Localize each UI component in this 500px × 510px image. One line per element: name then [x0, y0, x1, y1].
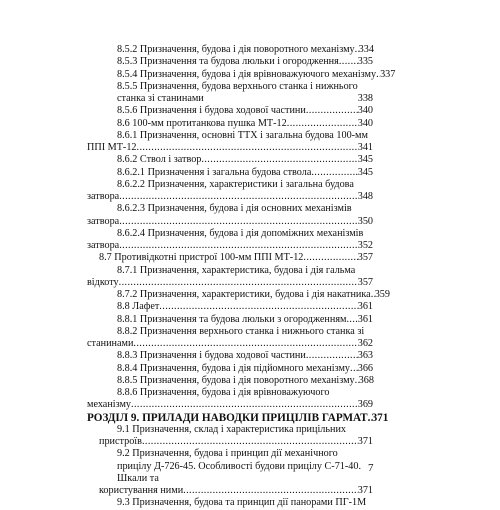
toc-entry[interactable]	[87, 179, 373, 204]
toc-entry-page: 340	[357, 105, 373, 117]
toc-entry-title: 8.7.2 Призначення, характеристики, будова і дія накатника	[117, 289, 371, 300]
toc-entry-title: 8.6.2 Ствол і затвор	[117, 154, 202, 166]
toc-entry[interactable]	[87, 44, 373, 56]
table-of-contents	[87, 44, 396, 510]
toc-entry-title: 8.8.4 Призначення, будова і дія підйомного механізму	[117, 362, 351, 374]
toc-entry-continuation: відкоту	[87, 276, 119, 288]
toc-entry-title: 9.3 Призначення, будова та принцип дії панорами ПГ-1М	[117, 497, 367, 509]
toc-chapter-heading[interactable]	[87, 411, 389, 424]
toc-entry[interactable]	[87, 497, 373, 509]
toc-entry[interactable]	[87, 448, 373, 497]
toc-entry-continuation: механізму	[87, 399, 132, 411]
toc-entry-continuation: станинами	[87, 338, 134, 349]
toc-entry-title: 8.5.6 Призначення і будова ходової частини	[117, 105, 306, 117]
toc-entry-page: 345	[357, 166, 373, 178]
toc-entry[interactable]	[87, 350, 373, 362]
toc-entry-page: 357	[357, 252, 373, 264]
toc-entry[interactable]	[87, 252, 373, 264]
toc-entry-title: 8.6.2.3 Призначення, будова і дія основних механізмів	[117, 203, 352, 215]
toc-entry-page: 341	[357, 142, 373, 153]
toc-entry-continuation: затвора	[87, 240, 120, 251]
toc-entry-title: 8.6.2.1 Призначення і загальна будова ствола	[117, 166, 312, 178]
toc-entry-page: 369	[357, 399, 373, 411]
toc-entry-title: 8.8.5 Призначення, будова і дія поворотного механізму	[117, 374, 355, 386]
toc-entry-title: РОЗДІЛ 9. ПРИЛАДИ НАВОДКИ ПРИЦІЛІВ ГАРМАТ	[87, 411, 368, 424]
toc-entry[interactable]	[87, 68, 396, 81]
toc-entry-page: 345	[357, 154, 373, 166]
toc-entry-continuation: ППІ МТ-12	[87, 142, 137, 153]
toc-entry-page: 338	[357, 93, 373, 104]
page-number: 7	[368, 462, 374, 474]
toc-entry[interactable]	[87, 167, 373, 179]
toc-entry-title: 9.2 Призначення, будова і принцип дії механічного прицілу Д-726-45. Особливості будови прицілу С-71-40. Шкали та	[117, 448, 362, 484]
toc-entry-continuation: користування ними	[99, 485, 184, 496]
toc-entry-page: 334	[358, 44, 374, 55]
toc-entry-title: 8.8.2 Призначення верхнього станка і нижнього станка зі	[117, 325, 365, 337]
toc-entry[interactable]	[87, 81, 373, 106]
toc-entry-page: 361	[357, 301, 373, 313]
toc-entry-title: 9.1 Призначення, склад і характеристика прицільних	[117, 423, 347, 435]
toc-entry-title: 8.6 100-мм протитанкова пушка МТ-12	[117, 117, 287, 129]
toc-entry-page: 371	[371, 411, 389, 424]
toc-entry-title: 8.8.1 Призначення та будова люльки з огородженням	[117, 313, 347, 325]
toc-entry[interactable]	[87, 326, 373, 351]
toc-entry-title: 8.6.2.2 Призначення, характеристики і загальна будова	[117, 178, 354, 190]
toc-entry[interactable]	[87, 289, 390, 301]
toc-entry-title: 8.5.2 Призначення, будова і дія поворотного механізму	[117, 44, 355, 55]
toc-entry-page: 361	[357, 313, 373, 325]
toc-entry-page: 350	[357, 215, 373, 227]
toc-entry[interactable]	[87, 301, 373, 313]
toc-entry-page: 366	[357, 362, 373, 374]
toc-entry-continuation: пристроїв	[99, 436, 142, 447]
toc-entry-page: 340	[357, 117, 373, 129]
toc-entry-page: 371	[357, 436, 373, 447]
toc-entry-page: 352	[357, 240, 373, 251]
toc-entry[interactable]	[87, 130, 373, 155]
toc-entry[interactable]	[87, 105, 373, 117]
toc-entry-title: 8.8 Лафет	[117, 301, 160, 313]
toc-entry-page: 335	[357, 56, 373, 68]
toc-entry-page: 368	[358, 374, 374, 386]
toc-entry[interactable]	[87, 118, 373, 130]
toc-entry-page: 359	[374, 289, 390, 300]
toc-entry[interactable]	[87, 154, 373, 166]
toc-entry-title: 8.7 Противідкотні пристрої 100-мм ППІ МТ-12	[99, 252, 304, 264]
toc-entry-page: 371	[357, 485, 373, 496]
toc-entry[interactable]	[87, 265, 373, 290]
toc-entry-title: 8.7.1 Призначення, характеристика, будова і дія гальма	[117, 264, 356, 276]
toc-entry-page: 337	[380, 68, 396, 80]
toc-entry-page: 362	[357, 338, 373, 349]
toc-entry-continuation: затвора	[87, 191, 120, 202]
toc-entry-title: 8.6.2.4 Призначення, будова і дія допоміжних механізмів	[117, 227, 364, 239]
toc-entry-page: 363	[357, 350, 373, 362]
toc-entry[interactable]	[87, 363, 373, 375]
toc-entry-continuation: затвора	[87, 215, 120, 227]
toc-entry[interactable]	[87, 56, 373, 68]
toc-entry-title: 8.5.3 Призначення та будова люльки і огородження	[117, 56, 339, 68]
toc-entry[interactable]	[87, 314, 373, 326]
toc-entry-title: 8.5.4 Призначення, будова і дія врівноважуючого механізму	[117, 68, 377, 80]
toc-entry-page: 357	[357, 276, 373, 288]
toc-entry-title: 8.6.1 Призначення, основні ТТХ і загальна будова 100-мм	[117, 129, 368, 141]
toc-entry[interactable]	[87, 424, 373, 449]
toc-entry[interactable]	[87, 375, 373, 387]
toc-entry[interactable]	[87, 387, 373, 412]
toc-entry[interactable]	[87, 203, 373, 228]
toc-entry-title: 8.5.5 Призначення, будова верхнього станка і нижнього станка зі станинами	[117, 80, 358, 104]
toc-entry[interactable]	[87, 228, 373, 253]
toc-entry-title: 8.8.6 Призначення, будова і дія врівноважуючого	[117, 387, 330, 398]
toc-entry-page: 348	[357, 191, 373, 202]
toc-entry-title: 8.8.3 Призначення і будова ходової частини	[117, 350, 306, 362]
